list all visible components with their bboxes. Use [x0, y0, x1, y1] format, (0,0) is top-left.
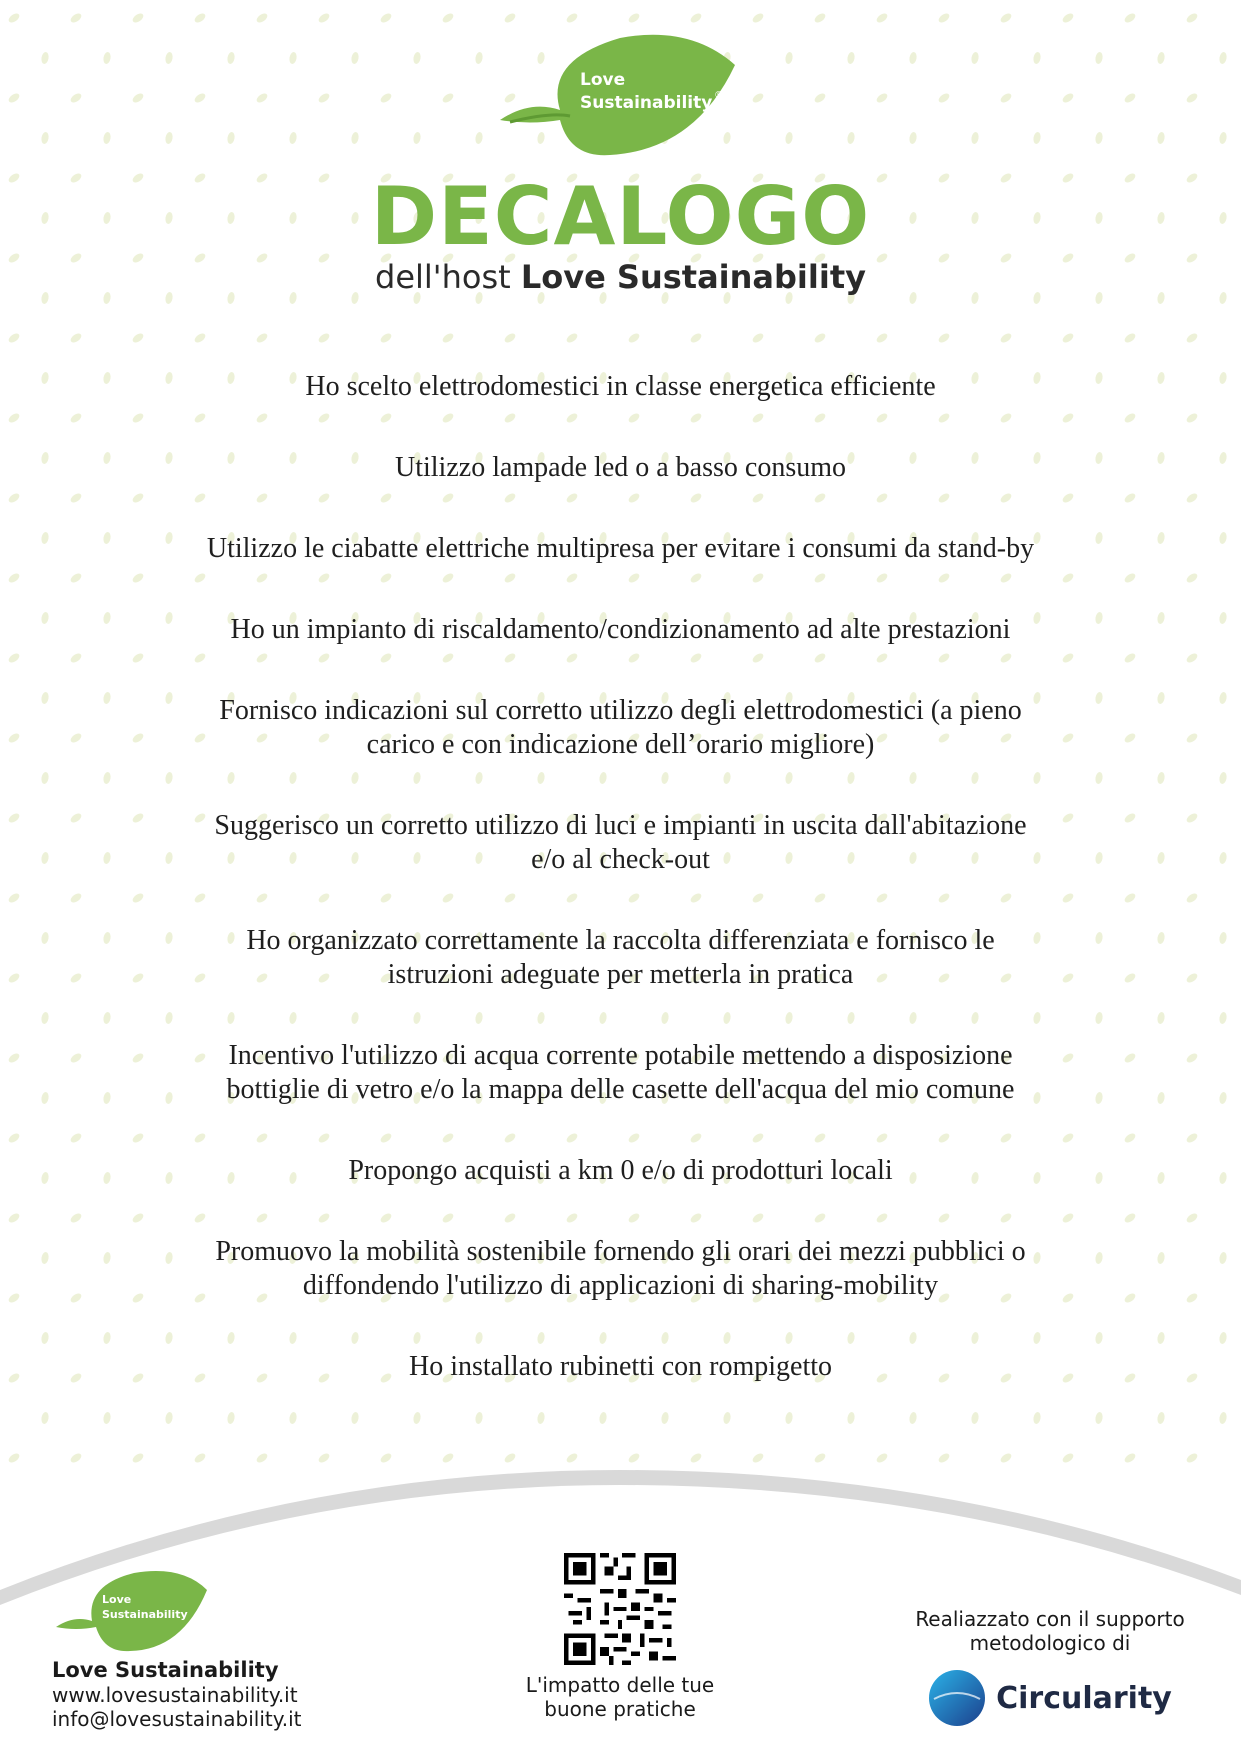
- item-line: diffondendo l'utilizzo di applicazioni di sharing-mobility: [302, 1270, 939, 1301]
- item-line: Promuovo la mobilità sostenibile fornendo gli orari dei mezzi pubblici o: [215, 1236, 1026, 1267]
- leaf-icon: [52, 1565, 212, 1655]
- list-item: [130, 1039, 1111, 1107]
- logo-registered-mark: ®: [714, 90, 724, 101]
- footer-contact: [52, 1565, 352, 1731]
- logo-text-line2: Sustainability: [580, 93, 713, 113]
- support-text: [900, 1607, 1200, 1655]
- list-item: [130, 370, 1111, 404]
- qr-code-icon[interactable]: [564, 1553, 676, 1665]
- item-line: carico e con indicazione dell’orario migliore): [366, 729, 875, 760]
- header: [0, 0, 1241, 320]
- item-line: Fornisco indicazioni sul corretto utilizzo degli elettrodomestici (a pieno: [219, 695, 1022, 726]
- list-item: [130, 1154, 1111, 1188]
- item-line: Ho organizzato correttamente la raccolta differenziata e fornisco le: [246, 925, 995, 956]
- footer-qr: [500, 1553, 740, 1721]
- item-line: istruzioni adeguate per metterla in pratica: [387, 959, 854, 990]
- item-line: bottiglie di vetro e/o la mappa delle casette dell'acqua del mio comune: [226, 1074, 1015, 1105]
- item-line: Incentivo l'utilizzo di acqua corrente potabile mettendo a disposizione: [228, 1040, 1013, 1071]
- subtitle-brand: Love Sustainability: [520, 258, 866, 296]
- list-item: [130, 532, 1111, 566]
- website-link[interactable]: www.lovesustainability.it: [52, 1683, 298, 1707]
- email-link[interactable]: info@lovesustainability.it: [52, 1707, 302, 1731]
- item-line: e/o al check-out: [531, 844, 710, 875]
- footer-logo-line2: Sustainability: [102, 1608, 188, 1621]
- qr-caption: [500, 1673, 740, 1721]
- list-item: [130, 1235, 1111, 1303]
- list-item: [130, 613, 1111, 647]
- list-item: [130, 1350, 1111, 1384]
- item-line: Ho scelto elettrodomestici in classe energetica efficiente: [305, 371, 936, 402]
- support-line1: Realiazzato con il supporto: [915, 1607, 1185, 1631]
- item-line: Propongo acquisti a km 0 e/o di prodotturi locali: [348, 1155, 893, 1186]
- item-line: Suggerisco un corretto utilizzo di luci e impianti in uscita dall'abitazione: [214, 810, 1027, 841]
- support-line2: metodologico di: [969, 1631, 1131, 1655]
- item-line: Utilizzo le ciabatte elettriche multipresa per evitare i consumi da stand-by: [206, 533, 1035, 564]
- qr-caption-line2: buone pratiche: [544, 1697, 696, 1721]
- page-subtitle: [0, 257, 1241, 297]
- footer-partner: [900, 1607, 1200, 1727]
- item-line: Ho installato rubinetti con rompigetto: [408, 1351, 833, 1382]
- partner-logo: [900, 1669, 1200, 1727]
- footer-brand-name: Love Sustainability: [52, 1658, 279, 1682]
- partner-name: Circularity: [996, 1680, 1172, 1716]
- page-title: DECALOGO: [370, 170, 871, 263]
- list-item: [130, 924, 1111, 992]
- item-line: Utilizzo lampade led o a basso consumo: [395, 452, 846, 483]
- list-item: [130, 694, 1111, 762]
- footer-logo-line1: Love: [102, 1593, 132, 1606]
- qr-caption-line1: L'impatto delle tue: [525, 1673, 715, 1697]
- list-item: [130, 809, 1111, 877]
- item-line: Ho un impianto di riscaldamento/condizionamento ad alte prestazioni: [230, 614, 1011, 645]
- subtitle-prefix: dell'host: [375, 258, 521, 296]
- circularity-logo-icon: [928, 1669, 986, 1727]
- list-item: [130, 451, 1111, 485]
- leaf-icon: [490, 30, 750, 160]
- logo-text-line1: Love: [580, 70, 626, 90]
